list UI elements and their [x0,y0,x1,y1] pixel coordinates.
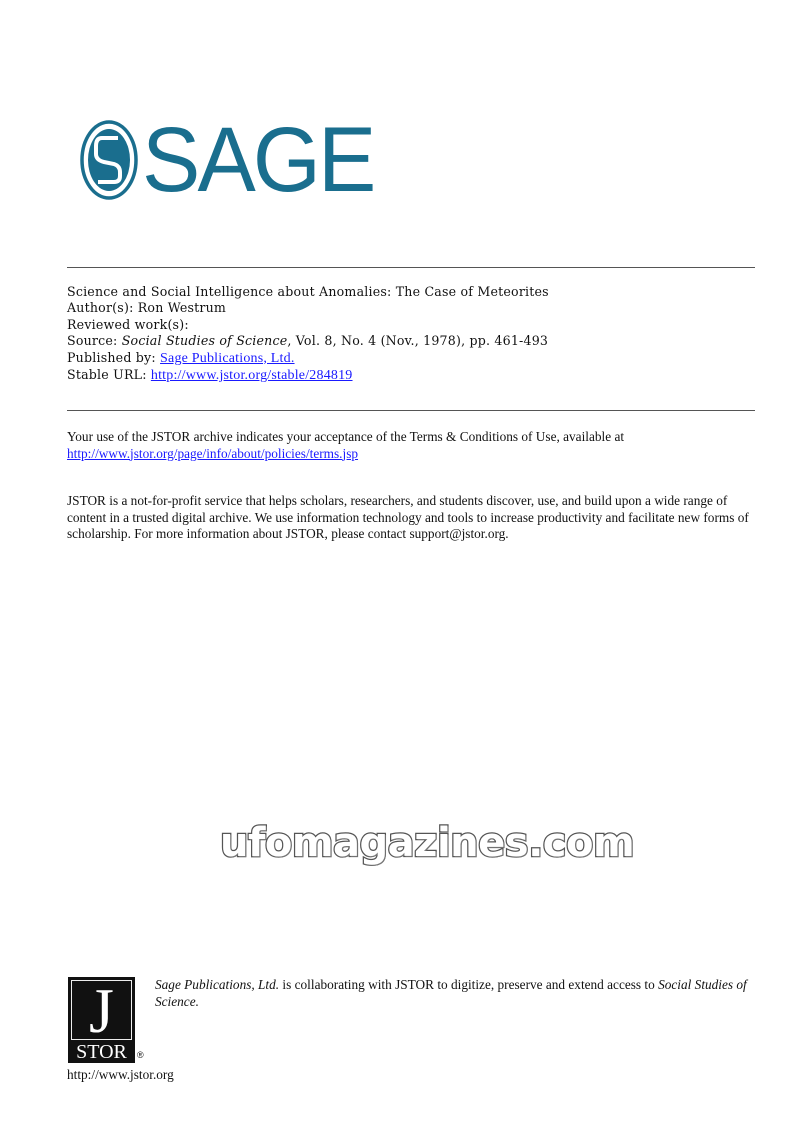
collab-publisher: Sage Publications, Ltd. [155,977,280,992]
collab-text: is collaborating with JSTOR to digitize, preserve and extend access to [279,977,659,992]
source-line [67,333,549,349]
sage-wordmark: SAGE [142,109,374,211]
sage-emblem-icon [80,120,138,200]
publisher-link[interactable]: Sage Publications, Ltd. [160,350,295,366]
sage-logo [80,109,386,211]
collaboration-notice [155,977,760,1010]
reviewed-works: Reviewed work(s): [67,316,189,332]
divider [67,267,755,268]
source-details: , Vol. 8, No. 4 (Nov., 1978), pp. 461-493 [287,333,549,349]
divider [67,410,755,411]
article-metadata [67,284,549,384]
jstor-logo-text: STOR [76,1041,127,1063]
collab-journal: Social Studies of Science. [155,977,747,1009]
watermark: ufomagazines.com [220,820,635,866]
jstor-logo [68,977,135,1063]
jstor-about: JSTOR is a not-for-profit service that helps scholars, researchers, and students discover, use, and build upon a wide range of content in a trusted digital archive. We use information technology and tools to increase productivity and facilitate new forms of scholarship. For more information about JSTOR, please contact support@jstor.org. [67,493,749,541]
author-line [67,300,549,316]
author-name: Ron Westrum [137,300,227,316]
journal-name: Social Studies of Science [121,333,288,349]
stable-url-label: Stable URL: [67,367,147,383]
terms-text: Your use of the JSTOR archive indicates your acceptance of the Terms & Conditions of Use, available at [67,429,625,444]
jstor-logo-letter: J [89,975,114,1046]
terms-link[interactable]: http://www.jstor.org/page/info/about/policies/terms.jsp [67,445,359,461]
jstor-logo-frame [71,975,132,1046]
stable-url-line [67,367,549,384]
terms-notice [67,429,757,462]
published-label: Published by: [67,349,156,365]
source-label: Source: [67,333,118,349]
article-title: Science and Social Intelligence about Anomalies: The Case of Meteorites [67,284,549,299]
author-label: Author(s): [67,300,134,316]
publisher-line [67,350,549,367]
registered-mark: ® [137,1050,144,1060]
jstor-url: http://www.jstor.org [67,1067,174,1082]
stable-url-link[interactable]: http://www.jstor.org/stable/284819 [150,368,353,384]
